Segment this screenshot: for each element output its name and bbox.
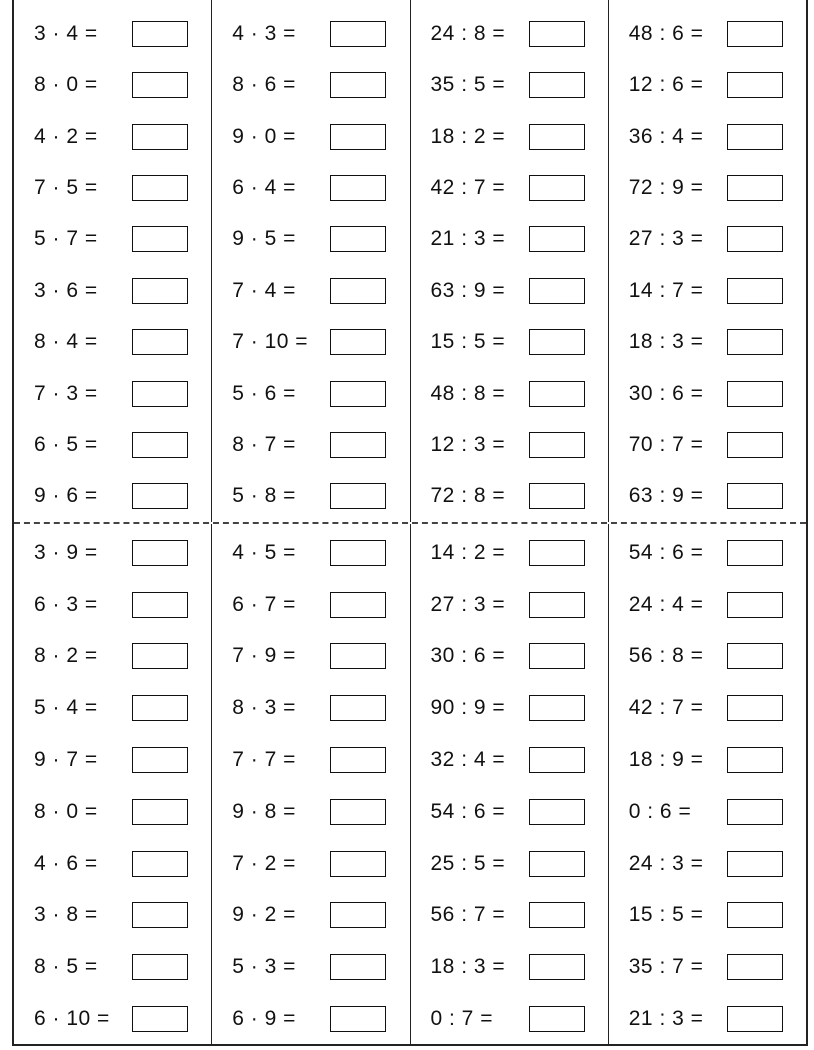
answer-box[interactable] <box>132 278 188 304</box>
problem-row <box>609 265 806 316</box>
answer-box[interactable] <box>727 432 783 458</box>
problem-row <box>411 579 608 631</box>
problem-row <box>14 734 211 786</box>
problem-row <box>411 162 608 213</box>
problem-row <box>411 316 608 367</box>
answer-box[interactable] <box>330 540 386 566</box>
problem-row <box>609 316 806 367</box>
problem-row <box>411 631 608 683</box>
problem-column <box>212 524 410 1045</box>
answer-box[interactable] <box>330 278 386 304</box>
answer-box[interactable] <box>727 226 783 252</box>
answer-box[interactable] <box>330 643 386 669</box>
problem-expression: 30 : 6 = <box>430 644 506 668</box>
problem-expression: 12 : 6 = <box>628 73 704 97</box>
problem-row <box>411 786 608 838</box>
problem-expression: 56 : 8 = <box>628 644 704 668</box>
problem-expression: 27 : 3 = <box>430 592 506 616</box>
answer-box[interactable] <box>727 381 783 407</box>
problem-column <box>212 0 410 522</box>
problem-expression: 7 · 3 = <box>34 381 98 405</box>
problem-row <box>212 682 409 734</box>
problem-expression: 6 · 5 = <box>34 432 98 456</box>
problem-expression: 7 · 9 = <box>232 644 296 668</box>
problem-row <box>609 59 806 110</box>
answer-box[interactable] <box>727 902 783 928</box>
problem-row <box>609 214 806 265</box>
problem-expression: 8 · 0 = <box>34 73 98 97</box>
problem-expression: 14 : 2 = <box>430 540 506 564</box>
problem-row <box>14 368 211 419</box>
problem-expression: 21 : 3 = <box>430 227 506 251</box>
problem-row <box>212 941 409 993</box>
problem-expression: 35 : 5 = <box>430 73 506 97</box>
problem-row <box>411 838 608 890</box>
problem-row <box>14 993 211 1045</box>
answer-box[interactable] <box>330 124 386 150</box>
problem-expression: 15 : 5 = <box>628 903 704 927</box>
answer-box[interactable] <box>132 175 188 201</box>
answer-box[interactable] <box>529 381 585 407</box>
answer-box[interactable] <box>132 226 188 252</box>
problem-row <box>212 838 409 890</box>
problem-expression: 56 : 7 = <box>430 903 506 927</box>
answer-box[interactable] <box>330 483 386 509</box>
answer-box[interactable] <box>529 954 585 980</box>
problem-expression: 4 · 2 = <box>34 124 98 148</box>
problem-expression: 63 : 9 = <box>628 484 704 508</box>
answer-box[interactable] <box>132 747 188 773</box>
problem-expression: 24 : 8 = <box>430 21 506 45</box>
problem-expression: 63 : 9 = <box>430 278 506 302</box>
problem-row <box>212 265 409 316</box>
problem-expression: 7 · 7 = <box>232 748 296 772</box>
problem-row <box>609 786 806 838</box>
answer-box[interactable] <box>529 175 585 201</box>
answer-box[interactable] <box>132 329 188 355</box>
problem-row <box>14 471 211 522</box>
problem-row <box>609 734 806 786</box>
problem-row <box>609 368 806 419</box>
answer-box[interactable] <box>330 902 386 928</box>
answer-box[interactable] <box>727 592 783 618</box>
problem-expression: 5 · 3 = <box>232 955 296 979</box>
problem-expression: 9 · 8 = <box>232 799 296 823</box>
problem-row <box>212 527 409 579</box>
problem-column <box>609 0 806 522</box>
problem-row <box>609 838 806 890</box>
problem-row <box>212 162 409 213</box>
problem-expression: 25 : 5 = <box>430 851 506 875</box>
problem-row <box>212 59 409 110</box>
problem-expression: 5 · 6 = <box>232 381 296 405</box>
problem-row <box>14 838 211 890</box>
problem-expression: 7 · 2 = <box>232 851 296 875</box>
problem-row <box>609 682 806 734</box>
answer-box[interactable] <box>330 432 386 458</box>
problem-expression: 8 · 0 = <box>34 799 98 823</box>
problem-expression: 72 : 9 = <box>628 175 704 199</box>
answer-box[interactable] <box>529 21 585 47</box>
problem-row <box>14 682 211 734</box>
answer-box[interactable] <box>529 902 585 928</box>
problem-expression: 9 · 0 = <box>232 124 296 148</box>
answer-box[interactable] <box>727 799 783 825</box>
problem-expression: 9 · 5 = <box>232 227 296 251</box>
answer-box[interactable] <box>727 540 783 566</box>
answer-box[interactable] <box>330 226 386 252</box>
problem-expression: 8 · 4 = <box>34 330 98 354</box>
answer-box[interactable] <box>529 540 585 566</box>
problem-row <box>609 993 806 1045</box>
problem-expression: 3 · 4 = <box>34 21 98 45</box>
answer-box[interactable] <box>529 747 585 773</box>
answer-box[interactable] <box>132 72 188 98</box>
problem-expression: 3 · 6 = <box>34 278 98 302</box>
problem-row <box>14 111 211 162</box>
answer-box[interactable] <box>330 799 386 825</box>
problem-row <box>411 111 608 162</box>
problem-row <box>212 890 409 942</box>
problem-expression: 8 · 7 = <box>232 432 296 456</box>
problem-expression: 54 : 6 = <box>430 799 506 823</box>
answer-box[interactable] <box>330 695 386 721</box>
problem-row <box>411 471 608 522</box>
answer-box[interactable] <box>529 643 585 669</box>
problem-row <box>14 419 211 470</box>
answer-box[interactable] <box>132 21 188 47</box>
problem-row <box>609 111 806 162</box>
problem-expression: 18 : 9 = <box>628 748 704 772</box>
answer-box[interactable] <box>330 381 386 407</box>
problem-expression: 70 : 7 = <box>628 432 704 456</box>
problem-expression: 6 · 9 = <box>232 1007 296 1031</box>
problem-row <box>14 941 211 993</box>
problem-expression: 32 : 4 = <box>430 748 506 772</box>
problem-expression: 48 : 8 = <box>430 381 506 405</box>
problem-row <box>14 527 211 579</box>
answer-box[interactable] <box>529 124 585 150</box>
problem-row <box>14 59 211 110</box>
answer-box[interactable] <box>132 381 188 407</box>
problem-row <box>411 527 608 579</box>
problem-row <box>212 471 409 522</box>
problem-column <box>411 0 609 522</box>
answer-box[interactable] <box>132 483 188 509</box>
answer-box[interactable] <box>132 432 188 458</box>
answer-box[interactable] <box>529 483 585 509</box>
problem-column <box>14 524 212 1045</box>
problem-row <box>411 941 608 993</box>
answer-box[interactable] <box>727 483 783 509</box>
answer-box[interactable] <box>727 124 783 150</box>
problem-expression: 4 · 3 = <box>232 21 296 45</box>
problem-expression: 9 · 2 = <box>232 903 296 927</box>
problem-expression: 5 · 7 = <box>34 227 98 251</box>
problem-expression: 14 : 7 = <box>628 278 704 302</box>
problem-expression: 6 · 3 = <box>34 592 98 616</box>
problem-row <box>212 214 409 265</box>
answer-box[interactable] <box>529 329 585 355</box>
answer-box[interactable] <box>132 799 188 825</box>
answer-box[interactable] <box>727 72 783 98</box>
answer-box[interactable] <box>529 799 585 825</box>
answer-box[interactable] <box>132 643 188 669</box>
problem-row <box>14 162 211 213</box>
problem-row <box>14 214 211 265</box>
problem-expression: 42 : 7 = <box>430 175 506 199</box>
answer-box[interactable] <box>330 1006 386 1032</box>
problem-expression: 36 : 4 = <box>628 124 704 148</box>
problem-expression: 24 : 3 = <box>628 851 704 875</box>
answer-box[interactable] <box>330 592 386 618</box>
problem-row <box>212 734 409 786</box>
problem-row <box>14 265 211 316</box>
answer-box[interactable] <box>529 72 585 98</box>
answer-box[interactable] <box>529 695 585 721</box>
problem-row <box>411 59 608 110</box>
worksheet-bottom-half <box>14 524 806 1045</box>
problem-expression: 12 : 3 = <box>430 432 506 456</box>
answer-box[interactable] <box>330 72 386 98</box>
problem-row <box>411 682 608 734</box>
problem-expression: 4 · 5 = <box>232 540 296 564</box>
answer-box[interactable] <box>727 695 783 721</box>
problem-expression: 8 · 3 = <box>232 696 296 720</box>
problem-expression: 54 : 6 = <box>628 540 704 564</box>
answer-box[interactable] <box>529 592 585 618</box>
problem-expression: 48 : 6 = <box>628 21 704 45</box>
problem-expression: 5 · 8 = <box>232 484 296 508</box>
answer-box[interactable] <box>132 540 188 566</box>
answer-box[interactable] <box>529 1006 585 1032</box>
problem-expression: 42 : 7 = <box>628 696 704 720</box>
problem-expression: 9 · 7 = <box>34 748 98 772</box>
problem-expression: 0 : 7 = <box>430 1007 493 1031</box>
answer-box[interactable] <box>132 954 188 980</box>
problem-row <box>212 419 409 470</box>
problem-row <box>14 579 211 631</box>
problem-row <box>411 214 608 265</box>
problem-expression: 6 · 10 = <box>34 1007 110 1031</box>
answer-box[interactable] <box>727 1006 783 1032</box>
answer-box[interactable] <box>330 851 386 877</box>
problem-expression: 18 : 2 = <box>430 124 506 148</box>
problem-expression: 7 · 4 = <box>232 278 296 302</box>
problem-row <box>411 265 608 316</box>
answer-box[interactable] <box>330 21 386 47</box>
answer-box[interactable] <box>132 695 188 721</box>
answer-box[interactable] <box>529 226 585 252</box>
problem-row <box>609 162 806 213</box>
problem-row <box>14 316 211 367</box>
answer-box[interactable] <box>727 747 783 773</box>
problem-row <box>609 471 806 522</box>
problem-expression: 8 · 2 = <box>34 644 98 668</box>
problem-expression: 7 · 5 = <box>34 175 98 199</box>
answer-box[interactable] <box>727 175 783 201</box>
problem-row <box>411 419 608 470</box>
answer-box[interactable] <box>330 954 386 980</box>
problem-expression: 0 : 6 = <box>628 799 692 823</box>
problem-row <box>14 631 211 683</box>
problem-expression: 30 : 6 = <box>628 381 704 405</box>
problem-expression: 18 : 3 = <box>430 955 506 979</box>
problem-expression: 90 : 9 = <box>430 696 506 720</box>
problem-row <box>609 579 806 631</box>
problem-expression: 3 · 9 = <box>34 540 98 564</box>
problem-row <box>411 890 608 942</box>
answer-box[interactable] <box>727 954 783 980</box>
answer-box[interactable] <box>132 902 188 928</box>
problem-row <box>411 993 608 1045</box>
problem-row <box>14 8 211 59</box>
problem-row <box>609 8 806 59</box>
answer-box[interactable] <box>727 278 783 304</box>
problem-column <box>14 0 212 522</box>
problem-row <box>609 527 806 579</box>
problem-row <box>14 890 211 942</box>
problem-row <box>212 579 409 631</box>
problem-row <box>609 941 806 993</box>
problem-row <box>212 993 409 1045</box>
problem-expression: 18 : 3 = <box>628 330 704 354</box>
problem-row <box>212 368 409 419</box>
problem-row <box>212 786 409 838</box>
answer-box[interactable] <box>529 278 585 304</box>
problem-expression: 4 · 6 = <box>34 851 98 875</box>
problem-row <box>212 111 409 162</box>
problem-expression: 6 · 7 = <box>232 592 296 616</box>
problem-expression: 3 · 8 = <box>34 903 98 927</box>
answer-box[interactable] <box>330 747 386 773</box>
answer-box[interactable] <box>727 643 783 669</box>
answer-box[interactable] <box>727 21 783 47</box>
answer-box[interactable] <box>132 1006 188 1032</box>
problem-expression: 15 : 5 = <box>430 330 506 354</box>
answer-box[interactable] <box>529 432 585 458</box>
problem-row <box>14 786 211 838</box>
problem-expression: 21 : 3 = <box>628 1007 704 1031</box>
problem-row <box>609 419 806 470</box>
problem-row <box>609 631 806 683</box>
problem-expression: 9 · 6 = <box>34 484 98 508</box>
answer-box[interactable] <box>727 329 783 355</box>
problem-row <box>212 631 409 683</box>
problem-row <box>609 890 806 942</box>
worksheet-top-half <box>14 0 806 524</box>
answer-box[interactable] <box>330 329 386 355</box>
problem-row <box>212 316 409 367</box>
answer-box[interactable] <box>330 175 386 201</box>
answer-box[interactable] <box>727 851 783 877</box>
answer-box[interactable] <box>132 592 188 618</box>
problem-expression: 72 : 8 = <box>430 484 506 508</box>
problem-row <box>411 734 608 786</box>
answer-box[interactable] <box>132 124 188 150</box>
problem-row <box>411 368 608 419</box>
problem-row <box>411 8 608 59</box>
problem-column <box>411 524 609 1045</box>
problem-expression: 6 · 4 = <box>232 175 296 199</box>
answer-box[interactable] <box>132 851 188 877</box>
answer-box[interactable] <box>529 851 585 877</box>
problem-row <box>212 8 409 59</box>
worksheet <box>12 0 808 1046</box>
problem-expression: 35 : 7 = <box>628 955 704 979</box>
problem-expression: 8 · 5 = <box>34 955 98 979</box>
problem-expression: 24 : 4 = <box>628 592 704 616</box>
problem-expression: 7 · 10 = <box>232 330 309 354</box>
problem-column <box>609 524 806 1045</box>
problem-expression: 27 : 3 = <box>628 227 704 251</box>
problem-expression: 8 · 6 = <box>232 73 296 97</box>
problem-expression: 5 · 4 = <box>34 696 98 720</box>
